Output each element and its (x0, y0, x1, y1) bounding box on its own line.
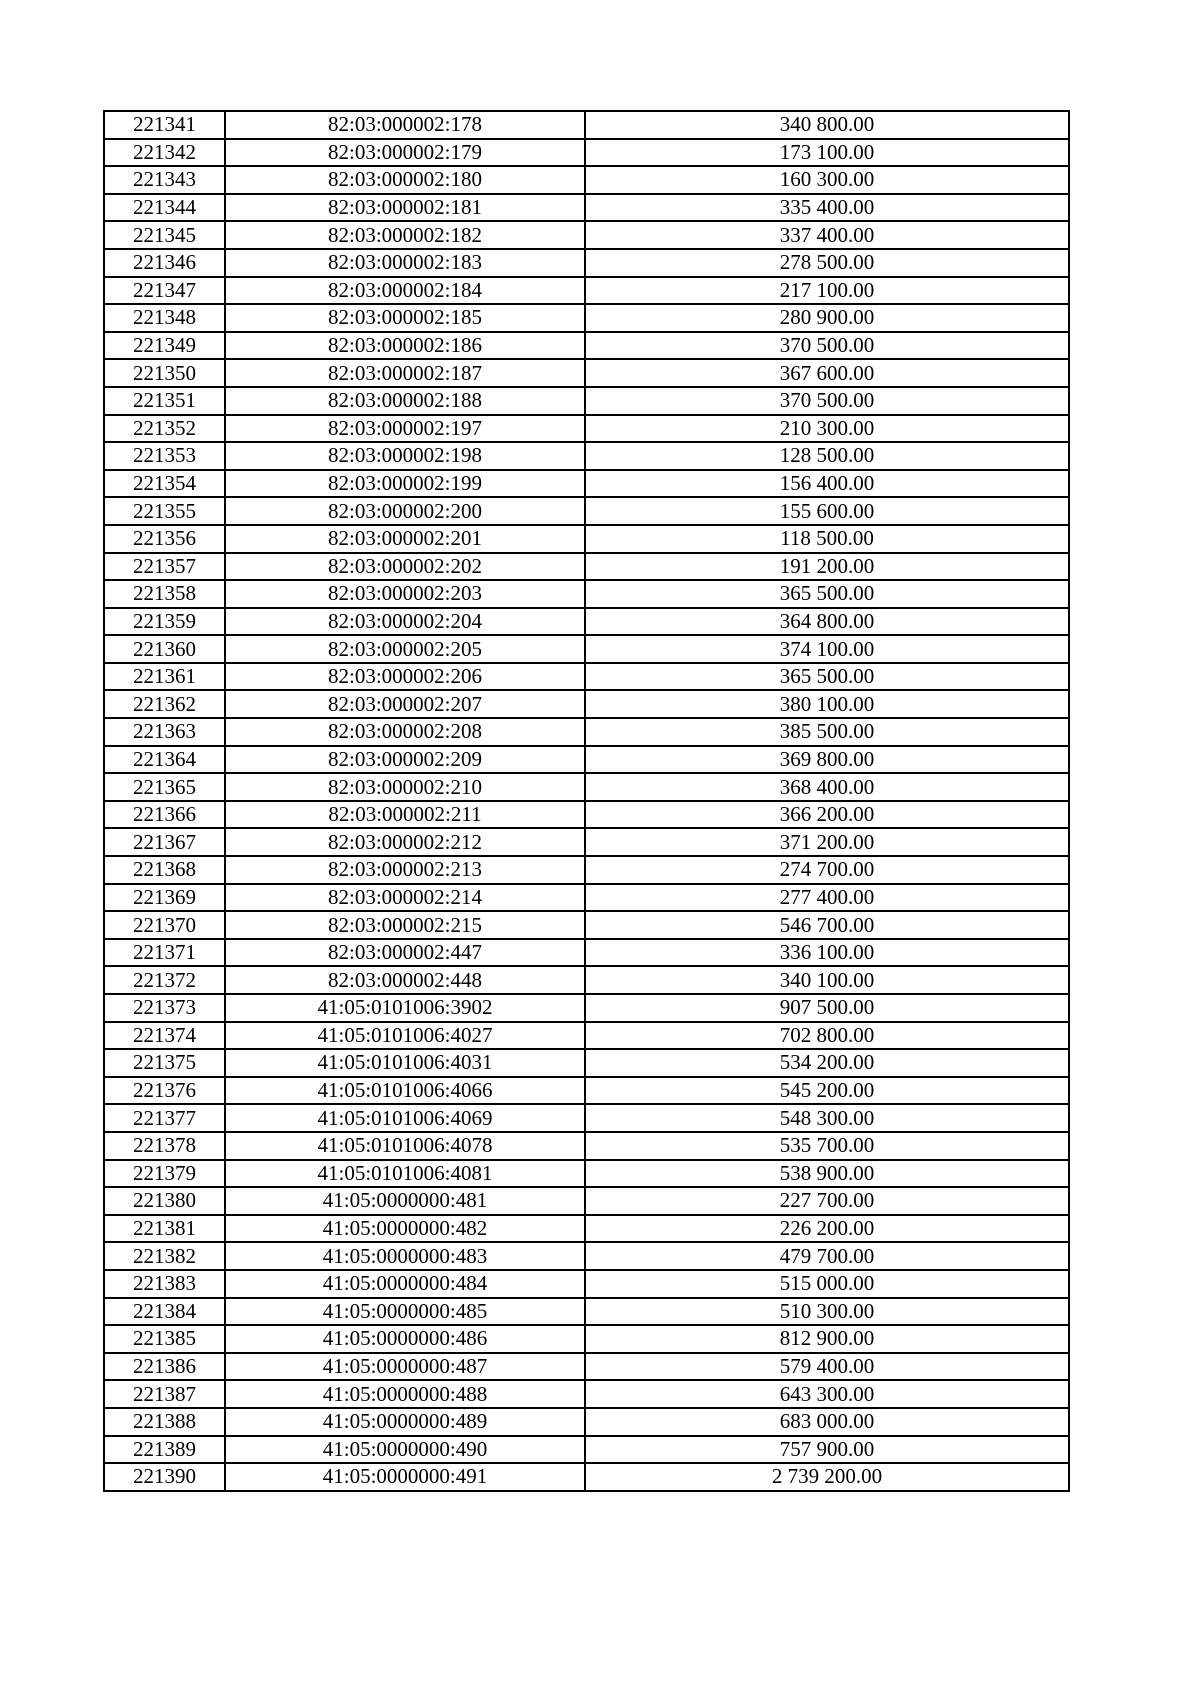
table-row (104, 608, 1069, 636)
cadastral-value-cell: 2 739 200.00 (585, 1463, 1069, 1491)
cadastral-value-cell: 280 900.00 (585, 304, 1069, 332)
row-number-cell: 221343 (104, 166, 225, 194)
table-row (104, 773, 1069, 801)
cadastral-value-cell: 365 500.00 (585, 580, 1069, 608)
cadastral-number-cell: 82:03:000002:199 (225, 470, 585, 498)
cadastral-number-cell: 41:05:0101006:4081 (225, 1160, 585, 1188)
cadastral-value-cell: 277 400.00 (585, 884, 1069, 912)
row-number-cell: 221359 (104, 608, 225, 636)
row-number-cell: 221373 (104, 994, 225, 1022)
table-row (104, 1132, 1069, 1160)
cadastral-value-cell: 579 400.00 (585, 1353, 1069, 1381)
table-row (104, 994, 1069, 1022)
cadastral-number-cell: 82:03:000002:188 (225, 387, 585, 415)
row-number-cell: 221363 (104, 718, 225, 746)
cadastral-number-cell: 41:05:0000000:482 (225, 1215, 585, 1243)
table-row (104, 939, 1069, 967)
table-row (104, 1104, 1069, 1132)
row-number-cell: 221370 (104, 911, 225, 939)
cadastral-number-cell: 82:03:000002:197 (225, 415, 585, 443)
row-number-cell: 221384 (104, 1298, 225, 1326)
row-number-cell: 221365 (104, 773, 225, 801)
cadastral-number-cell: 82:03:000002:201 (225, 525, 585, 553)
row-number-cell: 221366 (104, 801, 225, 829)
cadastral-number-cell: 82:03:000002:213 (225, 856, 585, 884)
table-row (104, 1436, 1069, 1464)
cadastral-value-cell: 371 200.00 (585, 828, 1069, 856)
row-number-cell: 221353 (104, 442, 225, 470)
cadastral-number-cell: 82:03:000002:215 (225, 911, 585, 939)
cadastral-value-cell: 156 400.00 (585, 470, 1069, 498)
cadastral-number-cell: 82:03:000002:198 (225, 442, 585, 470)
cadastral-value-cell: 545 200.00 (585, 1077, 1069, 1105)
cadastral-number-cell: 41:05:0101006:4031 (225, 1049, 585, 1077)
cadastral-number-cell: 41:05:0000000:490 (225, 1436, 585, 1464)
row-number-cell: 221341 (104, 111, 225, 139)
table-row (104, 966, 1069, 994)
cadastral-number-cell: 82:03:000002:211 (225, 801, 585, 829)
table-row (104, 1215, 1069, 1243)
cadastral-value-cell: 366 200.00 (585, 801, 1069, 829)
table-row (104, 359, 1069, 387)
row-number-cell: 221358 (104, 580, 225, 608)
cadastral-number-cell: 82:03:000002:204 (225, 608, 585, 636)
row-number-cell: 221347 (104, 277, 225, 305)
table-row (104, 828, 1069, 856)
cadastral-value-cell: 535 700.00 (585, 1132, 1069, 1160)
cadastral-number-cell: 41:05:0101006:4078 (225, 1132, 585, 1160)
cadastral-value-cell: 546 700.00 (585, 911, 1069, 939)
table-row (104, 884, 1069, 912)
row-number-cell: 221374 (104, 1022, 225, 1050)
cadastral-number-cell: 82:03:000002:203 (225, 580, 585, 608)
cadastral-number-cell: 41:05:0000000:491 (225, 1463, 585, 1491)
row-number-cell: 221360 (104, 635, 225, 663)
cadastral-number-cell: 82:03:000002:200 (225, 497, 585, 525)
cadastral-number-cell: 82:03:000002:207 (225, 690, 585, 718)
table-row (104, 166, 1069, 194)
table-row (104, 525, 1069, 553)
cadastral-number-cell: 41:05:0000000:488 (225, 1380, 585, 1408)
cadastral-number-cell: 82:03:000002:179 (225, 139, 585, 167)
table-row (104, 111, 1069, 139)
row-number-cell: 221349 (104, 332, 225, 360)
cadastral-value-cell: 336 100.00 (585, 939, 1069, 967)
cadastral-number-cell: 82:03:000002:185 (225, 304, 585, 332)
table-row (104, 580, 1069, 608)
row-number-cell: 221388 (104, 1408, 225, 1436)
cadastral-value-cell: 227 700.00 (585, 1187, 1069, 1215)
row-number-cell: 221357 (104, 553, 225, 581)
row-number-cell: 221377 (104, 1104, 225, 1132)
table-row (104, 304, 1069, 332)
row-number-cell: 221376 (104, 1077, 225, 1105)
cadastral-number-cell: 82:03:000002:181 (225, 194, 585, 222)
row-number-cell: 221380 (104, 1187, 225, 1215)
cadastral-value-cell: 548 300.00 (585, 1104, 1069, 1132)
row-number-cell: 221352 (104, 415, 225, 443)
cadastral-value-cell: 128 500.00 (585, 442, 1069, 470)
row-number-cell: 221372 (104, 966, 225, 994)
cadastral-number-cell: 82:03:000002:210 (225, 773, 585, 801)
cadastral-value-cell: 191 200.00 (585, 553, 1069, 581)
cadastral-value-cell: 217 100.00 (585, 277, 1069, 305)
cadastral-value-cell: 274 700.00 (585, 856, 1069, 884)
row-number-cell: 221344 (104, 194, 225, 222)
cadastral-value-cell: 210 300.00 (585, 415, 1069, 443)
cadastral-value-cell: 118 500.00 (585, 525, 1069, 553)
row-number-cell: 221383 (104, 1270, 225, 1298)
cadastral-number-cell: 82:03:000002:208 (225, 718, 585, 746)
table-row (104, 911, 1069, 939)
cadastral-number-cell: 41:05:0000000:483 (225, 1242, 585, 1270)
cadastral-value-cell: 337 400.00 (585, 221, 1069, 249)
row-number-cell: 221378 (104, 1132, 225, 1160)
table-row (104, 635, 1069, 663)
table-row (104, 1242, 1069, 1270)
table-row (104, 1353, 1069, 1381)
row-number-cell: 221354 (104, 470, 225, 498)
cadastral-number-cell: 82:03:000002:205 (225, 635, 585, 663)
cadastral-value-cell: 367 600.00 (585, 359, 1069, 387)
cadastral-value-cell: 643 300.00 (585, 1380, 1069, 1408)
table-row (104, 746, 1069, 774)
table-row (104, 1325, 1069, 1353)
row-number-cell: 221345 (104, 221, 225, 249)
row-number-cell: 221362 (104, 690, 225, 718)
cadastral-number-cell: 82:03:000002:184 (225, 277, 585, 305)
table-row (104, 332, 1069, 360)
cadastral-number-cell: 41:05:0000000:486 (225, 1325, 585, 1353)
row-number-cell: 221390 (104, 1463, 225, 1491)
cadastral-number-cell: 41:05:0000000:484 (225, 1270, 585, 1298)
table-row (104, 1270, 1069, 1298)
table-row (104, 387, 1069, 415)
table-row (104, 801, 1069, 829)
table-row (104, 415, 1069, 443)
table-row (104, 1160, 1069, 1188)
table-row (104, 553, 1069, 581)
cadastral-value-cell: 757 900.00 (585, 1436, 1069, 1464)
cadastral-number-cell: 41:05:0000000:485 (225, 1298, 585, 1326)
cadastral-number-cell: 82:03:000002:186 (225, 332, 585, 360)
cadastral-value-cell: 538 900.00 (585, 1160, 1069, 1188)
table-row (104, 856, 1069, 884)
table-row (104, 663, 1069, 691)
row-number-cell: 221361 (104, 663, 225, 691)
cadastral-value-cell: 370 500.00 (585, 332, 1069, 360)
table-row (104, 1022, 1069, 1050)
table-row (104, 1187, 1069, 1215)
row-number-cell: 221368 (104, 856, 225, 884)
cadastral-number-cell: 82:03:000002:214 (225, 884, 585, 912)
cadastral-number-cell: 82:03:000002:206 (225, 663, 585, 691)
cadastral-value-cell: 510 300.00 (585, 1298, 1069, 1326)
row-number-cell: 221371 (104, 939, 225, 967)
cadastral-value-cell: 278 500.00 (585, 249, 1069, 277)
cadastral-number-cell: 82:03:000002:182 (225, 221, 585, 249)
cadastral-number-cell: 41:05:0000000:487 (225, 1353, 585, 1381)
cadastral-number-cell: 41:05:0101006:4066 (225, 1077, 585, 1105)
row-number-cell: 221364 (104, 746, 225, 774)
table-row (104, 718, 1069, 746)
table-row (104, 1380, 1069, 1408)
row-number-cell: 221369 (104, 884, 225, 912)
cadastral-value-cell: 374 100.00 (585, 635, 1069, 663)
cadastral-number-cell: 41:05:0101006:4027 (225, 1022, 585, 1050)
cadastral-value-cell: 370 500.00 (585, 387, 1069, 415)
cadastral-value-cell: 368 400.00 (585, 773, 1069, 801)
cadastral-value-table (103, 110, 1070, 1492)
row-number-cell: 221389 (104, 1436, 225, 1464)
table-row (104, 1049, 1069, 1077)
row-number-cell: 221385 (104, 1325, 225, 1353)
cadastral-number-cell: 41:05:0101006:3902 (225, 994, 585, 1022)
row-number-cell: 221375 (104, 1049, 225, 1077)
cadastral-value-cell: 385 500.00 (585, 718, 1069, 746)
row-number-cell: 221367 (104, 828, 225, 856)
table-row (104, 1408, 1069, 1436)
cadastral-number-cell: 41:05:0000000:481 (225, 1187, 585, 1215)
row-number-cell: 221386 (104, 1353, 225, 1381)
table-row (104, 139, 1069, 167)
cadastral-number-cell: 41:05:0000000:489 (225, 1408, 585, 1436)
cadastral-value-cell: 340 800.00 (585, 111, 1069, 139)
cadastral-value-cell: 380 100.00 (585, 690, 1069, 718)
table-body (104, 111, 1069, 1491)
table-row (104, 1298, 1069, 1326)
cadastral-value-cell: 365 500.00 (585, 663, 1069, 691)
cadastral-value-cell: 340 100.00 (585, 966, 1069, 994)
row-number-cell: 221387 (104, 1380, 225, 1408)
cadastral-value-cell: 335 400.00 (585, 194, 1069, 222)
cadastral-value-cell: 160 300.00 (585, 166, 1069, 194)
row-number-cell: 221382 (104, 1242, 225, 1270)
cadastral-value-cell: 369 800.00 (585, 746, 1069, 774)
cadastral-number-cell: 82:03:000002:209 (225, 746, 585, 774)
row-number-cell: 221346 (104, 249, 225, 277)
table-row (104, 221, 1069, 249)
row-number-cell: 221381 (104, 1215, 225, 1243)
cadastral-value-cell: 534 200.00 (585, 1049, 1069, 1077)
row-number-cell: 221379 (104, 1160, 225, 1188)
cadastral-value-cell: 226 200.00 (585, 1215, 1069, 1243)
cadastral-value-cell: 812 900.00 (585, 1325, 1069, 1353)
table-row (104, 497, 1069, 525)
table-row (104, 1077, 1069, 1105)
cadastral-number-cell: 82:03:000002:187 (225, 359, 585, 387)
table-row (104, 442, 1069, 470)
cadastral-value-cell: 907 500.00 (585, 994, 1069, 1022)
cadastral-value-cell: 702 800.00 (585, 1022, 1069, 1050)
cadastral-number-cell: 82:03:000002:183 (225, 249, 585, 277)
cadastral-value-cell: 479 700.00 (585, 1242, 1069, 1270)
row-number-cell: 221356 (104, 525, 225, 553)
cadastral-number-cell: 82:03:000002:178 (225, 111, 585, 139)
row-number-cell: 221351 (104, 387, 225, 415)
cadastral-number-cell: 82:03:000002:212 (225, 828, 585, 856)
cadastral-value-cell: 173 100.00 (585, 139, 1069, 167)
cadastral-value-cell: 364 800.00 (585, 608, 1069, 636)
row-number-cell: 221348 (104, 304, 225, 332)
cadastral-number-cell: 82:03:000002:447 (225, 939, 585, 967)
row-number-cell: 221342 (104, 139, 225, 167)
table-row (104, 194, 1069, 222)
table-row (104, 690, 1069, 718)
cadastral-value-cell: 515 000.00 (585, 1270, 1069, 1298)
table-row (104, 1463, 1069, 1491)
row-number-cell: 221355 (104, 497, 225, 525)
cadastral-number-cell: 82:03:000002:180 (225, 166, 585, 194)
table-row (104, 277, 1069, 305)
cadastral-number-cell: 82:03:000002:448 (225, 966, 585, 994)
cadastral-number-cell: 82:03:000002:202 (225, 553, 585, 581)
cadastral-value-cell: 155 600.00 (585, 497, 1069, 525)
row-number-cell: 221350 (104, 359, 225, 387)
table-row (104, 470, 1069, 498)
table-row (104, 249, 1069, 277)
cadastral-number-cell: 41:05:0101006:4069 (225, 1104, 585, 1132)
cadastral-value-cell: 683 000.00 (585, 1408, 1069, 1436)
